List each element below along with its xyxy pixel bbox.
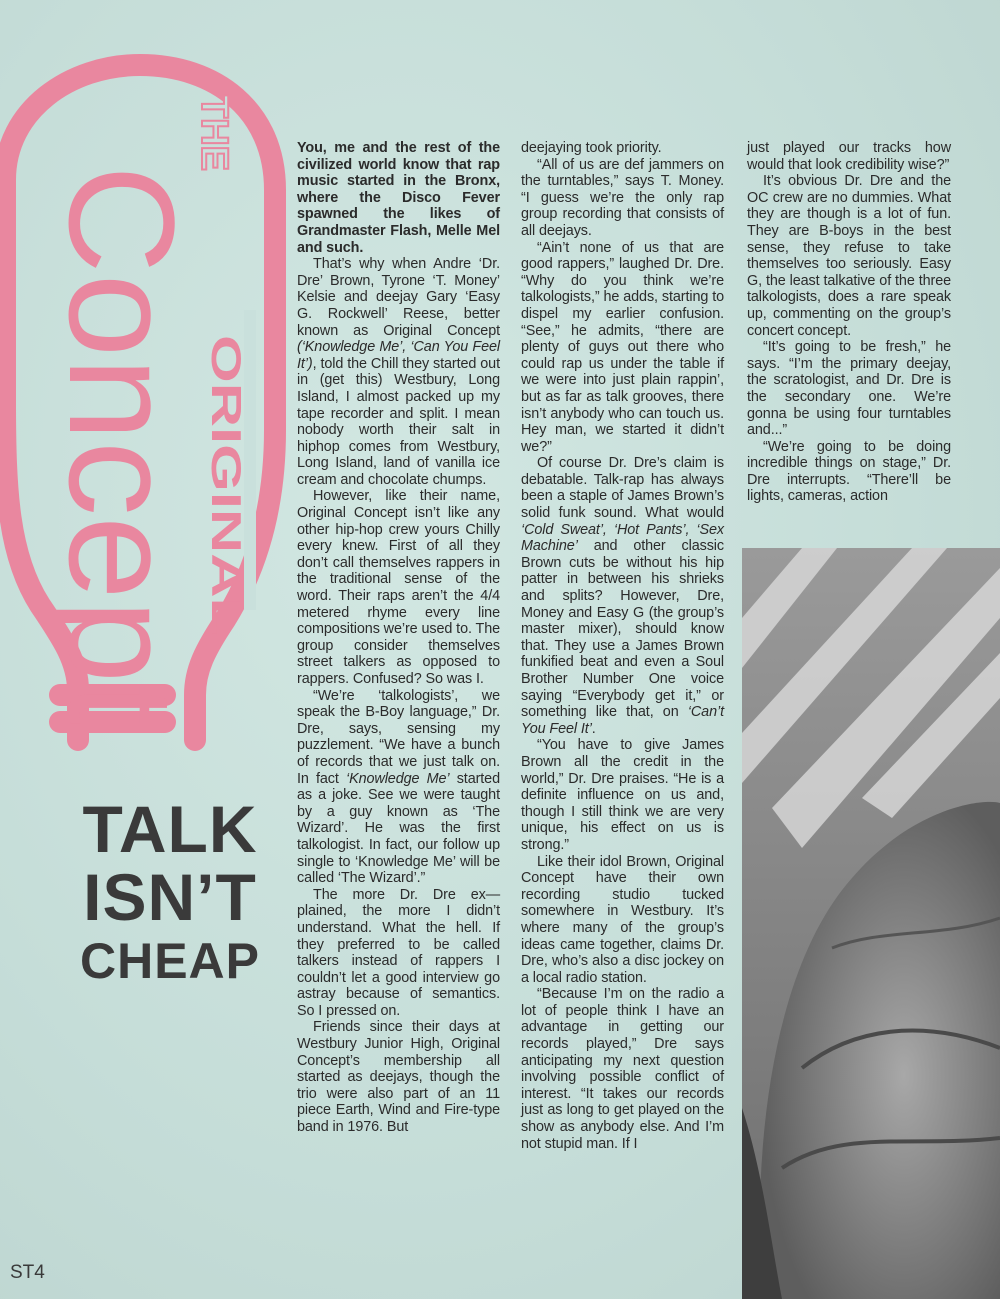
headline-line-2: ISN’T bbox=[83, 860, 257, 934]
paragraph: Friends since their days at Westbury Junior High, Original Concept’s membership all started as deejays, though the trio were also part of an 11 piece Earth, Wind and Fire-type band in 1976. But bbox=[297, 1019, 500, 1136]
original-concept-logo bbox=[0, 50, 290, 760]
headline bbox=[50, 792, 290, 991]
band-photo bbox=[742, 548, 1000, 1299]
italic-title: ‘Knowledge Me’ bbox=[346, 770, 450, 787]
text-run: Of course Dr. Dre’s claim is debatable. Talk-rap has always been a staple of James Brown’s solid funk sound. What would bbox=[521, 455, 724, 522]
paragraph bbox=[297, 688, 500, 887]
text-run: That’s why when Andre ‘Dr. Dre’ Brown, Tyrone ‘T. Money’ Kelsie and deejay Gary ‘Easy G. Rockwell’ Reese, better known as Original Concept bbox=[297, 256, 500, 339]
article-column-3 bbox=[747, 140, 951, 505]
paragraph: “It’s going to be fresh,” he says. “I’m the primary deejay, the scratologist, and Dr. Dre is the secondary one. We’re gonna be using four turntables and...” bbox=[747, 339, 951, 439]
text-run: . bbox=[591, 720, 596, 737]
paragraph: “Because I’m on the radio a lot of people think I have an advantage in getting our records played,” Dre says anticipating my next question involving possible conflict of interest. “It takes our records just as long to get played on the show as anybody else. And I’m not stupid man. If I bbox=[521, 986, 724, 1152]
lead-paragraph: You, me and the rest of the civilized world know that rap music started in the Bronx, where the Disco Fever spawned the likes of Grandmaster Flash, Melle Mel and such. bbox=[297, 140, 500, 256]
paragraph: deejaying took priority. bbox=[521, 140, 662, 156]
headline-line-3: CHEAP bbox=[79, 933, 261, 989]
paragraph: It’s obvious Dr. Dre and the OC crew are no dummies. What they are though is a lot of fun. They are B-boys in the best sense, they refuse to take themselves too seriously. Easy G, the least talkative of the three talkologists, does a rare speak up, commenting on the group’s concert concept. bbox=[747, 173, 951, 339]
article-column-2 bbox=[521, 140, 724, 1152]
paragraph bbox=[521, 455, 724, 737]
paragraph bbox=[297, 256, 500, 488]
text-run: started as a joke. See we were taught by a guy known as ‘The Wizard’. He was the first talkologist. In fact, our follow up single to ‘Knowledge Me’ will be called ‘The Wizard’.” bbox=[297, 770, 500, 887]
logo-concept-text: Concept bbox=[38, 165, 206, 724]
paragraph: just played our tracks how would that look credibility wise?” bbox=[747, 140, 951, 173]
paragraph: Like their idol Brown, Original Concept have their own recording studio tucked somewhere in Westbury. It’s where many of the group’s ideas came together, claims Dr. Dre, who’s also a disc jockey on a local radio station. bbox=[521, 853, 724, 986]
italic-title: (‘Knowledge Me’, ‘Can You Feel It’) bbox=[297, 339, 500, 372]
paragraph: “All of us are def jammers on the turntables,” says T. Money. “I guess we’re the only rap group recording that consists of all deejays. bbox=[521, 156, 724, 239]
headline-line-1: TALK bbox=[82, 792, 258, 866]
paragraph: The more Dr. Dre ex—plained, the more I didn’t understand. What the hell. If they preferred to be called talkers instead of rappers I couldn’t let a good interview go astray because of semantics. So I pressed on. bbox=[297, 886, 500, 1019]
paragraph: “You have to give James Brown all the credit in the world,” Dr. Dre praises. “He is a definite influence on us and, though I still think we are very unique, his effect on us is strong.” bbox=[521, 737, 724, 853]
page-number: ST4 bbox=[10, 1262, 45, 1283]
text-run: , told the Chill they started out in (get this) Westbury, Long Island, I almost packed up my tape recorder and split. I mean nobody worth their salt in hiphop comes from Westbury, Long Island, land of vanilla ice cream and chocolate chumps. bbox=[297, 355, 500, 488]
article-column-1 bbox=[297, 140, 500, 1136]
text-run: and other classic Brown cuts be without his hip patter in between his shrieks and splits? However, Dre, Money and Easy G (the group’s master mixer), should know that. They use a James Brown funkified beat and even a Soul Brother Number One voice saying “Everybody get it,” or something like that, on bbox=[521, 538, 724, 721]
logo-original-text: ORIGINAL bbox=[203, 335, 250, 541]
logo-the-text: THE bbox=[193, 95, 235, 171]
italic-title: ‘Can’t You Feel It’ bbox=[521, 704, 724, 737]
paragraph: However, like their name, Original Concept isn’t like any other hip-hop crew yours Chilly every knew. First of all they don’t call themselves rappers in the traditional sense of the word. Their raps aren’t the 4/4 metered rhyme every line compositions we’re used to. The group consider themselves street talkers as opposed to rappers. Confused? So was I. bbox=[297, 488, 501, 687]
text-run: “We’re ‘talkologists’, we speak the B-Boy language,” Dr. Dre, says, sensing my puzzlement. “We have a bunch of records that we just talk on. In fact bbox=[297, 687, 500, 787]
italic-title: ‘Cold Sweat’, ‘Hot Pants’, ‘Sex Machine’ bbox=[521, 521, 724, 555]
paragraph: “Ain’t none of us that are good rappers,” laughed Dr. Dre. “Why do you think we’re talkologists,” he adds, starting to dispel my earlier confusion. “See,” he admits, “there are plenty of guys out there who could rap us under the table if we were into just plain rappin’, but as far as talk grooves, there isn’t anybody who can touch us. Hey man, we started it didn’t we?” bbox=[521, 239, 724, 455]
paragraph: “We’re going to be doing incredible things on stage,” Dr. Dre interrupts. “There’ll be lights, cameras, action bbox=[747, 438, 951, 505]
